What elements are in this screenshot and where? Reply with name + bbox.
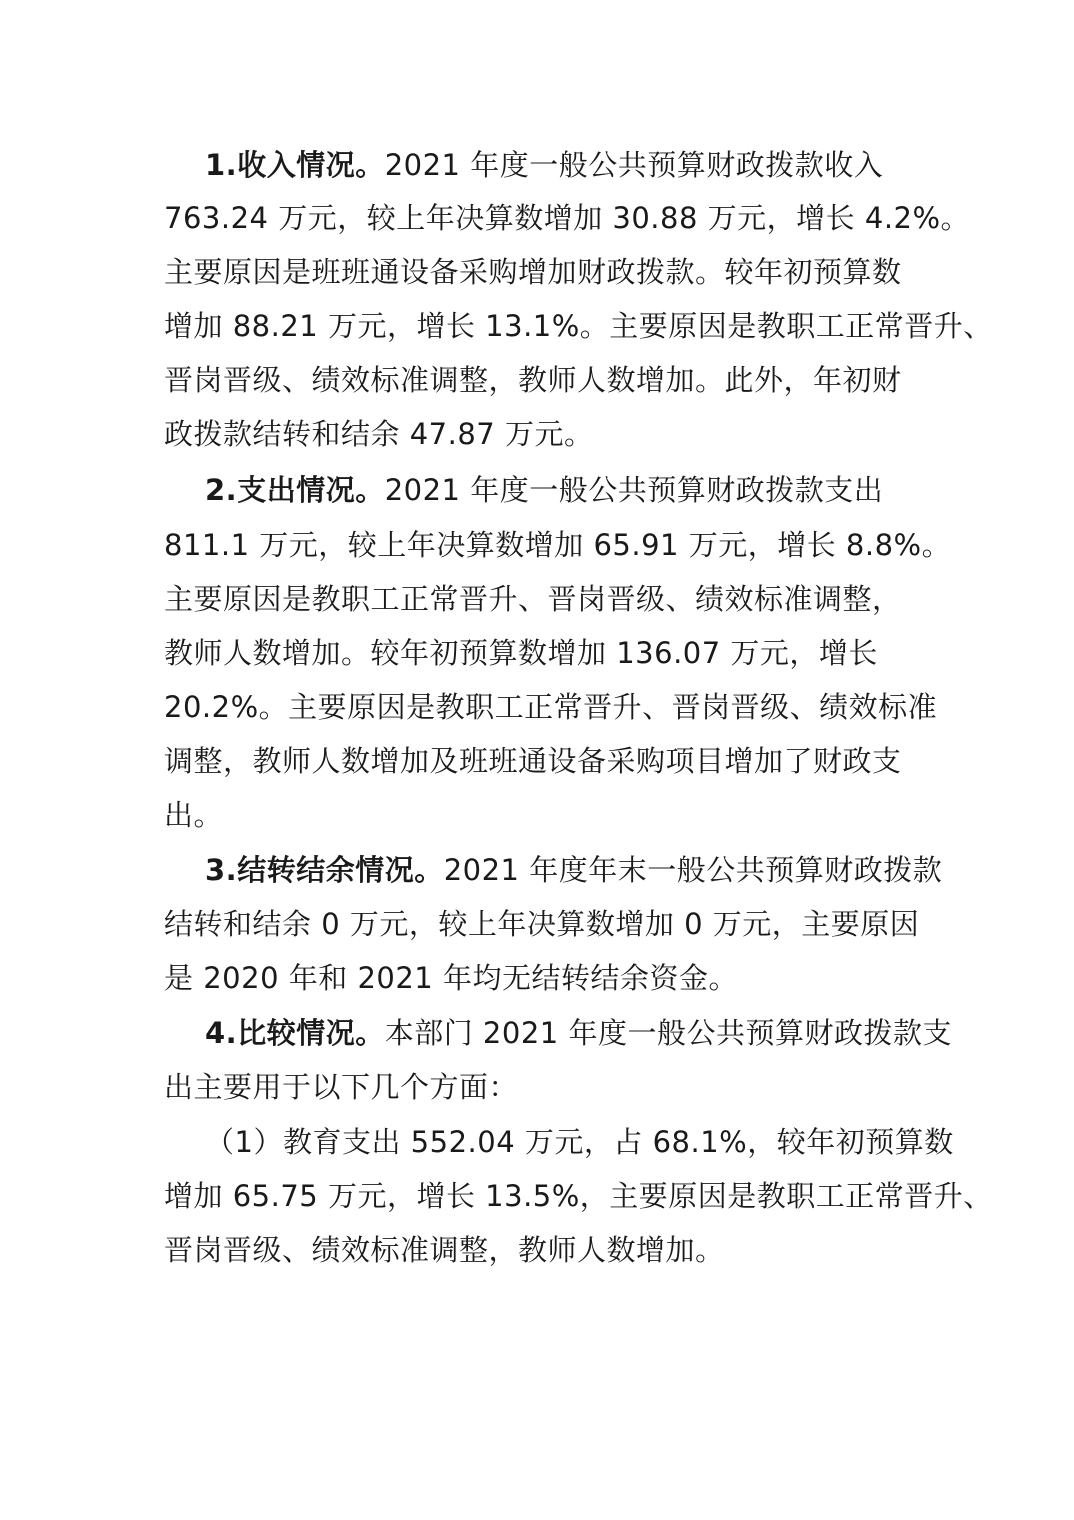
paragraph-1-line-2: 763.24 万元，较上年决算数增加 30.88 万元，增长 4.2%。 (164, 201, 971, 235)
paragraph-2-text: 2021 年度一般公共预算财政拨款支出 (384, 473, 884, 507)
paragraph-3-line-2: 结转和结余 0 万元，较上年决算数增加 0 万元，主要原因 (164, 907, 920, 941)
paragraph-4-line-1 (205, 1013, 995, 1053)
paragraph-5-line-2: 增加 65.75 万元，增长 13.5%，主要原因是教职工正常晋升、 (164, 1179, 993, 1213)
paragraph-4-heading: 4.比较情况。 (205, 1016, 385, 1050)
paragraph-2-heading: 2.支出情况。 (205, 473, 385, 507)
paragraph-2-line-6: 调整，教师人数增加及班班通设备采购项目增加了财政支 (164, 744, 902, 778)
paragraph-1-line-5: 晋岗晋级、绩效标准调整，教师人数增加。此外，年初财 (164, 363, 902, 397)
paragraph-3-line-3: 是 2020 年和 2021 年均无结转结余资金。 (164, 961, 738, 995)
paragraph-2-line-3: 主要原因是教职工正常晋升、晋岗晋级、绩效标准调整， (164, 582, 902, 616)
paragraph-5-line-3: 晋岗晋级、绩效标准调整，教师人数增加。 (164, 1233, 725, 1267)
paragraph-3-text: 2021 年度年末一般公共预算财政拨款 (443, 853, 943, 887)
paragraph-1-text: 2021 年度一般公共预算财政拨款收入 (384, 148, 884, 182)
paragraph-1-line-1 (205, 145, 995, 185)
paragraph-3-line-1 (205, 850, 995, 890)
paragraph-1-heading: 1.收入情况。 (205, 148, 385, 182)
paragraph-2-line-7: 出。 (164, 798, 224, 832)
paragraph-1-line-4: 增加 88.21 万元，增长 13.1%。主要原因是教职工正常晋升、 (164, 309, 993, 343)
paragraph-2-line-5: 20.2%。主要原因是教职工正常晋升、晋岗晋级、绩效标准 (164, 690, 938, 724)
paragraph-5-line-1: （1）教育支出 552.04 万元，占 68.1%，较年初预算数 (205, 1125, 954, 1159)
paragraph-1-line-6: 政拨款结转和结余 47.87 万元。 (164, 417, 594, 451)
paragraph-1-line-3: 主要原因是班班通设备采购增加财政拨款。较年初预算数 (164, 255, 902, 289)
paragraph-3-heading: 3.结转结余情况。 (205, 853, 444, 887)
paragraph-2-line-2: 811.1 万元，较上年决算数增加 65.91 万元，增长 8.8%。 (164, 528, 952, 562)
paragraph-4-text: 本部门 2021 年度一般公共预算财政拨款支 (384, 1016, 952, 1050)
paragraph-4-line-2: 出主要用于以下几个方面： (164, 1070, 519, 1104)
paragraph-2-line-1 (205, 470, 995, 510)
paragraph-2-line-4: 教师人数增加。较年初预算数增加 136.07 万元，增长 (164, 636, 878, 670)
